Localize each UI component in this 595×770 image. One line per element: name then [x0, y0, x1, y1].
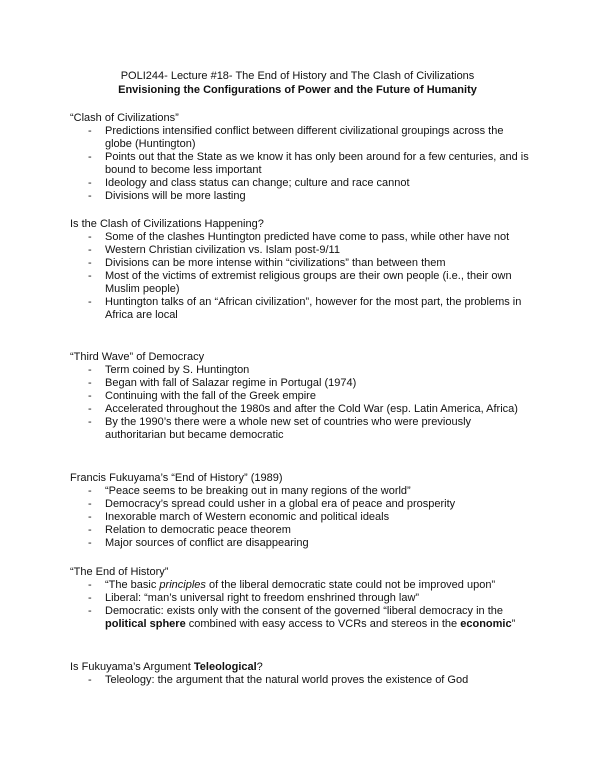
section-clash-of-civilizations — [70, 112, 530, 203]
section-the-end-of-history — [70, 566, 530, 631]
section-heading: Francis Fukuyama’s “End of History” (1989) — [70, 472, 283, 484]
list-item: - Points out that the State as we know it has only been around for a few centuries, and is bound to become less important — [88, 151, 529, 176]
section-fukuyama-end-of-history — [70, 472, 530, 550]
list-item: - Democratic: exists only with the consent of the governed “liberal democracy in the political sphere combined with easy access to VCRs and stereos in the economic” — [88, 605, 516, 630]
list-item: - Relation to democratic peace theorem — [88, 524, 291, 536]
list-item: - Huntington talks of an “African civilization”, however for the most part, the problems in Africa are local — [88, 296, 522, 321]
list-item: - Predictions intensified conflict between different civilizational groupings across the globe (Huntington) — [88, 125, 504, 150]
list-item: - Major sources of conflict are disappearing — [88, 537, 309, 549]
section-heading: Is Fukuyama’s Argument Teleological? — [70, 661, 263, 673]
list-item: - Some of the clashes Huntington predicted have come to pass, while other have not — [88, 231, 510, 243]
list-item: - “Peace seems to be breaking out in many regions of the world” — [88, 485, 411, 497]
bullet-list — [70, 125, 530, 203]
section-third-wave — [70, 351, 530, 442]
bullet-list — [70, 364, 530, 442]
list-item: - Divisions can be more intense within “civilizations” than between them — [88, 257, 446, 269]
section-heading: “Clash of Civilizations” — [70, 112, 179, 124]
list-item: - Teleology: the argument that the natural world proves the existence of God — [88, 674, 469, 686]
lecture-subtitle: Envisioning the Configurations of Power and the Future of Humanity — [118, 84, 477, 96]
bullet-list — [70, 579, 530, 631]
section-heading: Is the Clash of Civilizations Happening? — [70, 218, 264, 230]
list-item: - Most of the victims of extremist religious groups are their own people (i.e., their own Muslim people) — [88, 270, 512, 295]
list-item: - Accelerated throughout the 1980s and after the Cold War (esp. Latin America, Africa) — [88, 403, 518, 415]
list-item: - Ideology and class status can change; culture and race cannot — [88, 177, 410, 189]
section-teleological — [70, 661, 530, 687]
section-is-clash-happening — [70, 218, 530, 322]
list-item: - By the 1990’s there were a whole new set of countries who were previously authoritarian but became democratic — [88, 416, 472, 441]
list-item: - Inexorable march of Western economic and political ideals — [88, 511, 390, 523]
section-heading: “Third Wave” of Democracy — [70, 351, 205, 363]
bullet-list — [70, 485, 530, 550]
list-item: - Divisions will be more lasting — [88, 190, 246, 202]
bullet-list — [70, 231, 530, 322]
list-item: - Began with fall of Salazar regime in Portugal (1974) — [88, 377, 357, 389]
section-heading: “The End of History” — [70, 566, 169, 578]
list-item: - “The basic principles of the liberal democratic state could not be improved upon” — [88, 579, 496, 591]
list-item: - Liberal: “man’s universal right to freedom enshrined through law” — [88, 592, 420, 604]
list-item: - Democracy’s spread could usher in a global era of peace and prosperity — [88, 498, 456, 510]
bullet-list — [70, 674, 530, 687]
list-item: - Term coined by S. Huntington — [88, 364, 250, 376]
list-item: - Continuing with the fall of the Greek empire — [88, 390, 316, 402]
lecture-title: POLI244- Lecture #18- The End of History and The Clash of Civilizations — [120, 70, 475, 82]
list-item: - Western Christian civilization vs. Islam post-9/11 — [88, 244, 340, 256]
